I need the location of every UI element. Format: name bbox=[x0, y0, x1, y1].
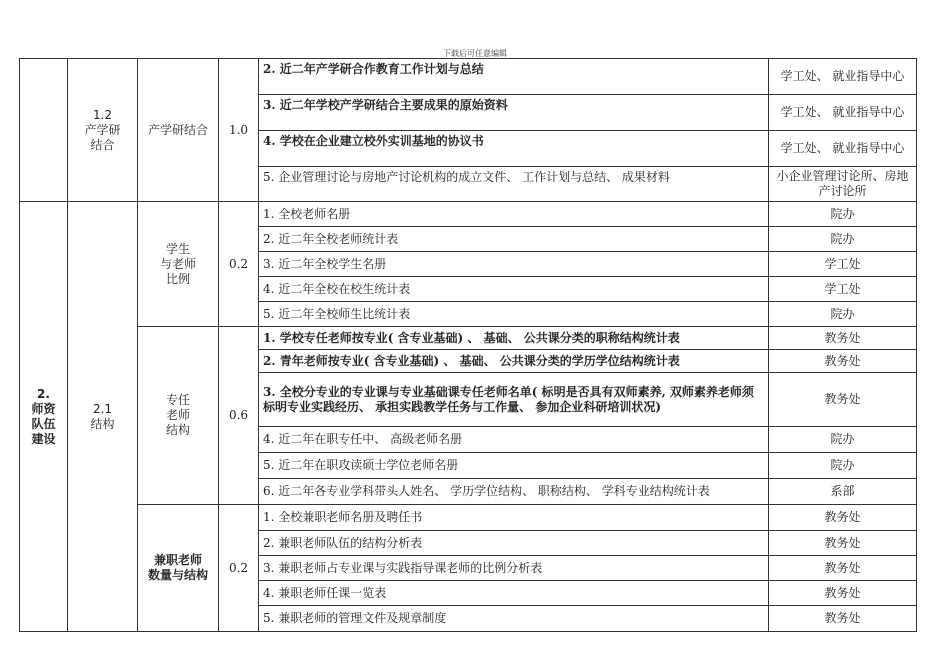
weight-cell: 0.6 bbox=[219, 327, 259, 505]
category-cell-empty bbox=[20, 59, 68, 202]
department-cell: 学工处、 就业指导中心 bbox=[769, 95, 917, 131]
material-item: 3. 近二年学校产学研结合主要成果的原始资料 bbox=[259, 95, 769, 131]
weight-cell: 1.0 bbox=[219, 59, 259, 202]
material-item: 3. 近二年全校学生名册 bbox=[259, 252, 769, 277]
department-cell: 小企业管理讨论所、房地产讨论所 bbox=[769, 167, 917, 202]
material-item: 2. 兼职老师队伍的结构分析表 bbox=[259, 531, 769, 556]
department-cell: 系部 bbox=[769, 479, 917, 505]
category-cell: 2. 师资 队伍 建设 bbox=[20, 202, 68, 632]
material-item: 5. 近二年在职攻读硕士学位老师名册 bbox=[259, 453, 769, 479]
sub-item-cell: 兼职老师 数量与结构 bbox=[138, 505, 219, 632]
department-cell: 院办 bbox=[769, 302, 917, 327]
material-item: 1. 学校专任老师按专业( 含专业基础) 、 基础、 公共课分类的职称结构统计表 bbox=[259, 327, 769, 350]
material-item: 3. 全校分专业的专业课与专业基础课专任老师名单( 标明是否具有双师素养, 双师素养老师须标明专业实践经历、 承担实践教学任务与工作量、 参加企业科研培训状况) bbox=[259, 373, 769, 427]
department-cell: 教务处 bbox=[769, 581, 917, 606]
material-item: 5. 企业管理讨论与房地产讨论机构的成立文件、 工作计划与总结、 成果材料 bbox=[259, 167, 769, 202]
department-cell: 教务处 bbox=[769, 531, 917, 556]
department-cell: 学工处 bbox=[769, 277, 917, 302]
material-item: 5. 近二年全校师生比统计表 bbox=[259, 302, 769, 327]
header-note: 下载后可任意编辑 bbox=[443, 49, 507, 58]
weight-cell: 0.2 bbox=[219, 505, 259, 632]
material-item: 4. 学校在企业建立校外实训基地的协议书 bbox=[259, 131, 769, 167]
evaluation-table bbox=[19, 58, 917, 632]
department-cell: 教务处 bbox=[769, 350, 917, 373]
weight-cell: 0.2 bbox=[219, 202, 259, 327]
material-item: 1. 全校兼职老师名册及聘任书 bbox=[259, 505, 769, 531]
sub-item-cell: 专任 老师 结构 bbox=[138, 327, 219, 505]
item-cell: 1.2 产学研 结合 bbox=[68, 59, 138, 202]
item-cell: 2.1 结构 bbox=[68, 202, 138, 632]
material-item: 5. 兼职老师的管理文件及规章制度 bbox=[259, 606, 769, 632]
material-item: 2. 近二年产学研合作教育工作计划与总结 bbox=[259, 59, 769, 95]
department-cell: 教务处 bbox=[769, 373, 917, 427]
material-item: 4. 近二年全校在校生统计表 bbox=[259, 277, 769, 302]
department-cell: 学工处 bbox=[769, 252, 917, 277]
sub-item-cell: 产学研结合 bbox=[138, 59, 219, 202]
material-item: 2. 近二年全校老师统计表 bbox=[259, 227, 769, 252]
department-cell: 教务处 bbox=[769, 327, 917, 350]
material-item: 3. 兼职老师占专业课与实践指导课老师的比例分析表 bbox=[259, 556, 769, 581]
material-item: 1. 全校老师名册 bbox=[259, 202, 769, 227]
material-item: 4. 近二年在职专任中、 高级老师名册 bbox=[259, 427, 769, 453]
department-cell: 教务处 bbox=[769, 505, 917, 531]
sub-item-cell: 学生 与老师 比例 bbox=[138, 202, 219, 327]
material-item: 2. 青年老师按专业( 含专业基础) 、 基础、 公共课分类的学历学位结构统计表 bbox=[259, 350, 769, 373]
department-cell: 教务处 bbox=[769, 556, 917, 581]
department-cell: 学工处、 就业指导中心 bbox=[769, 131, 917, 167]
material-item: 6. 近二年各专业学科带头人姓名、 学历学位结构、 职称结构、 学科专业结构统计表 bbox=[259, 479, 769, 505]
department-cell: 学工处、 就业指导中心 bbox=[769, 59, 917, 95]
material-item: 4. 兼职老师任课一览表 bbox=[259, 581, 769, 606]
department-cell: 院办 bbox=[769, 227, 917, 252]
department-cell: 院办 bbox=[769, 453, 917, 479]
department-cell: 院办 bbox=[769, 427, 917, 453]
department-cell: 院办 bbox=[769, 202, 917, 227]
department-cell: 教务处 bbox=[769, 606, 917, 632]
